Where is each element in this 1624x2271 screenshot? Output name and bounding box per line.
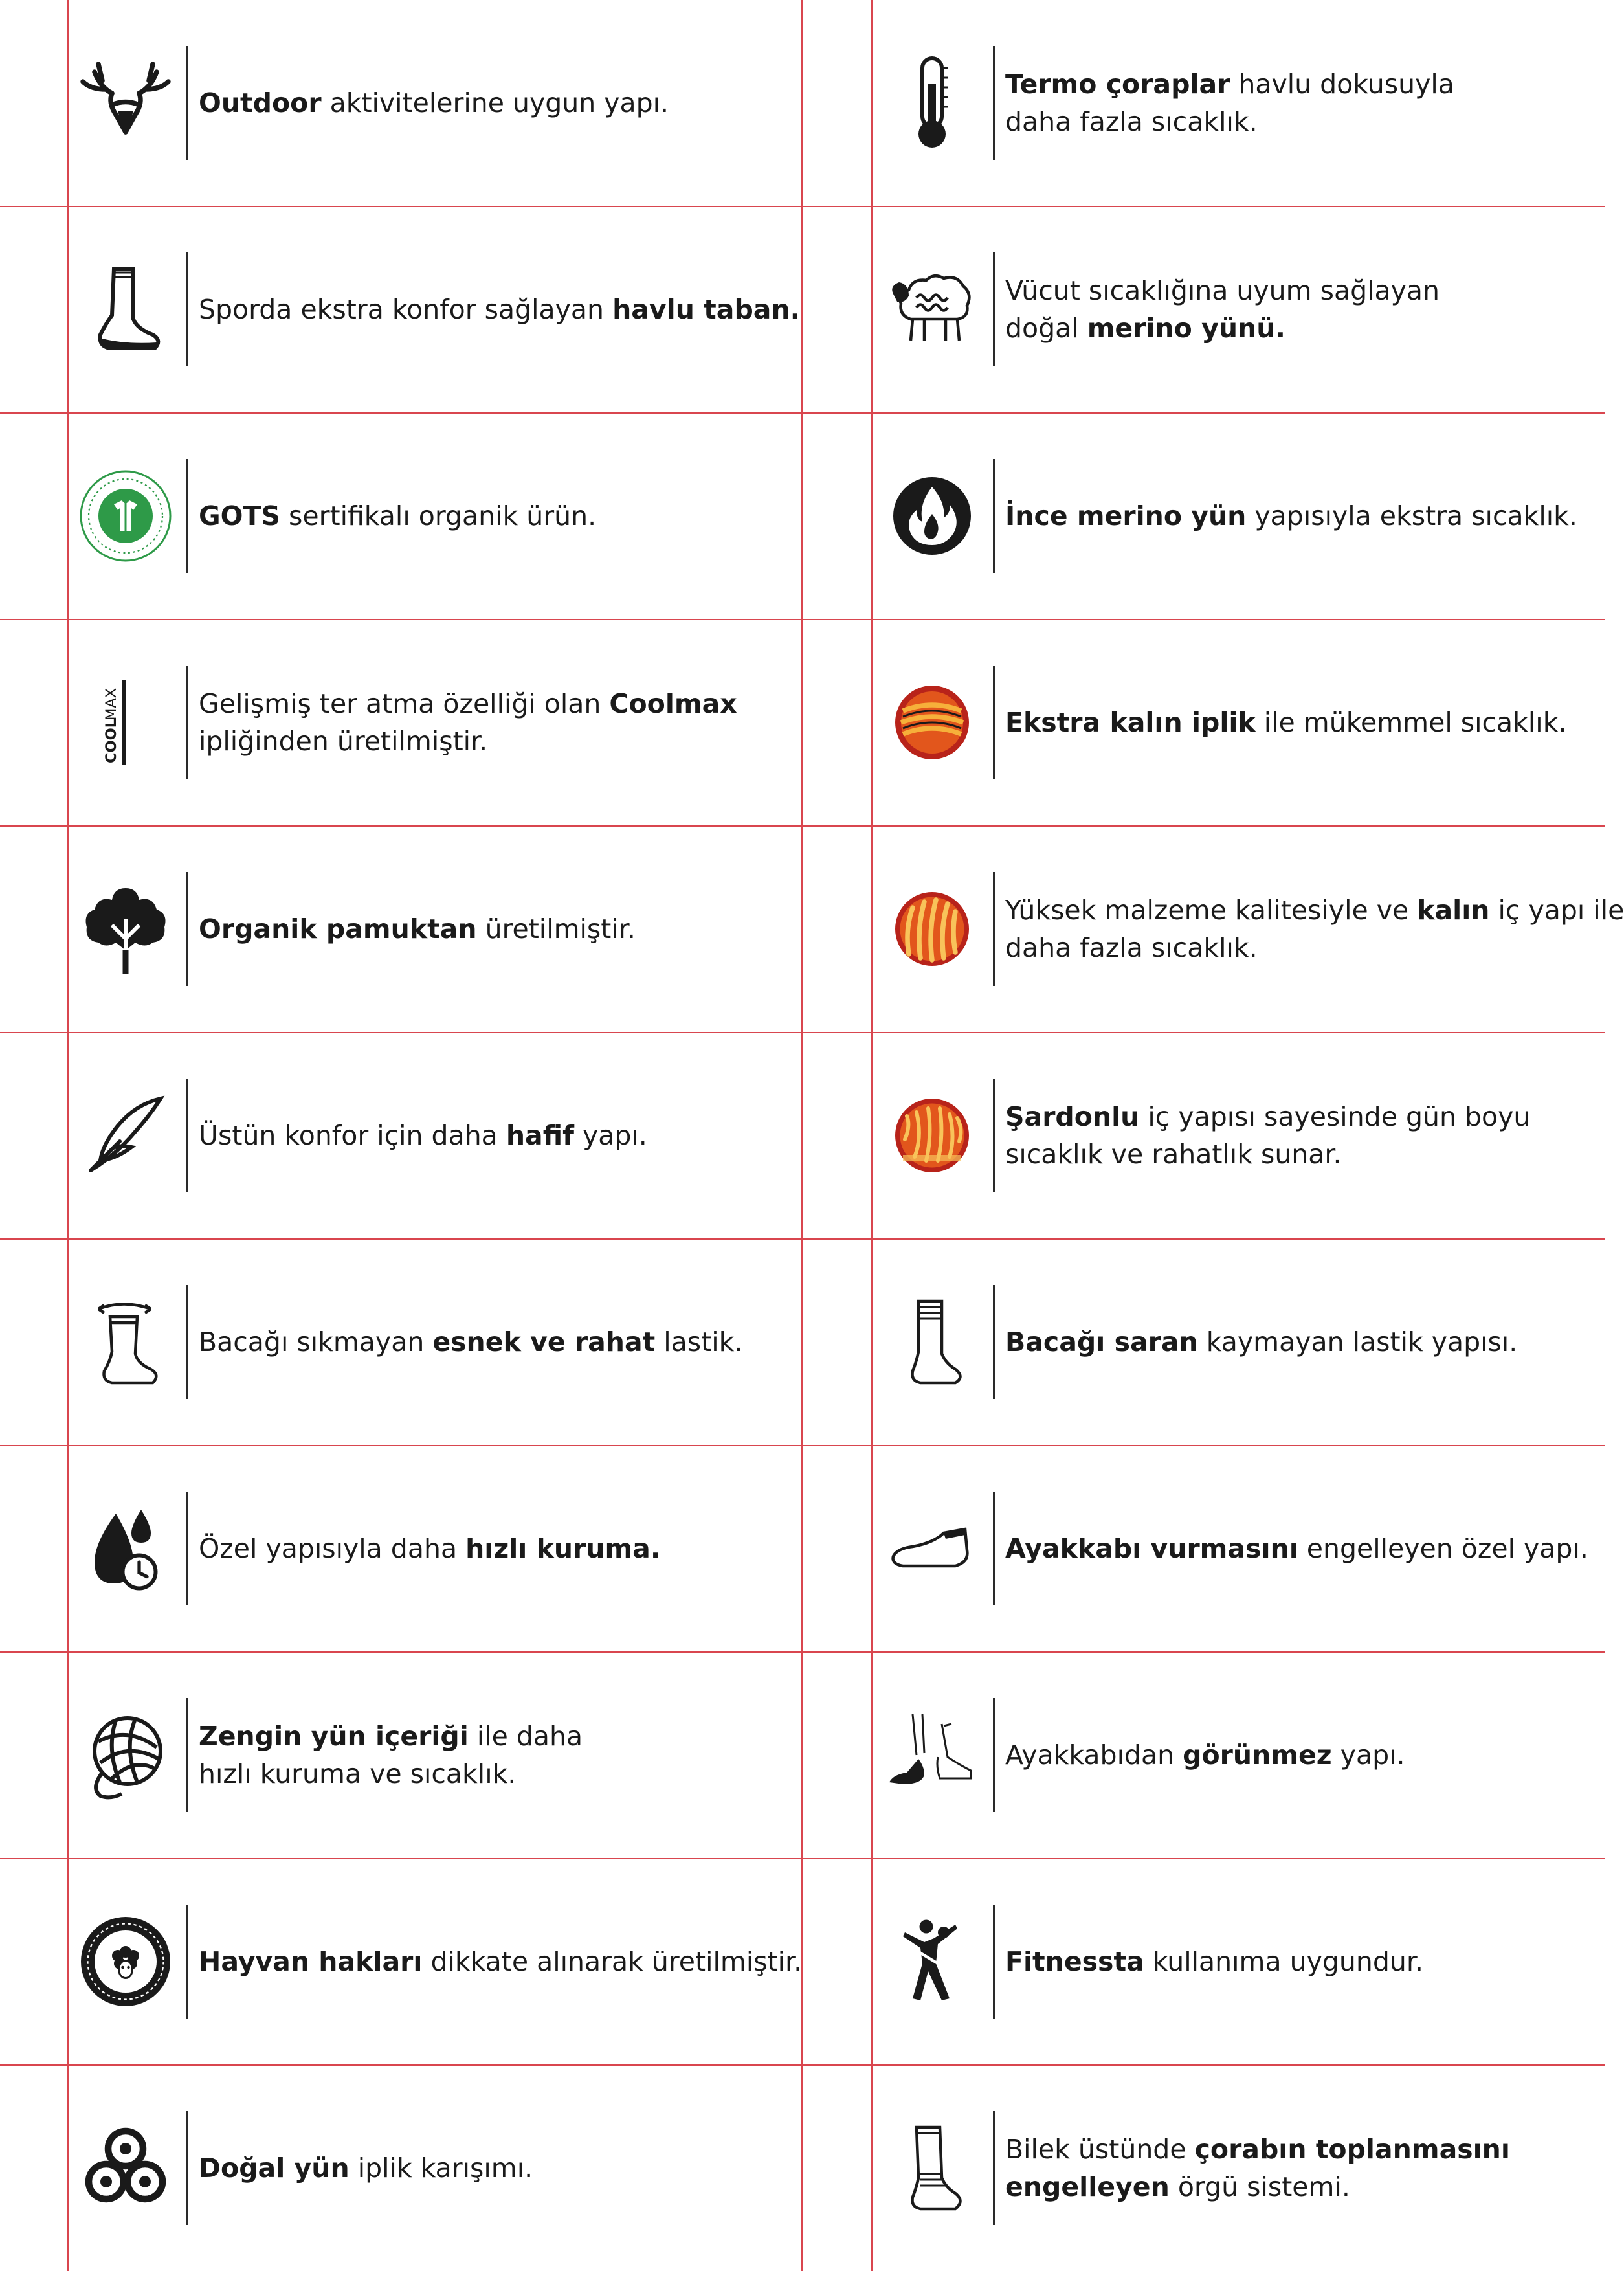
gots-logo-icon <box>67 451 184 581</box>
feature-text-line <box>1005 1323 1517 1361</box>
separator <box>186 459 188 573</box>
feature-item-animal-rights <box>67 1859 803 2064</box>
feature-text-regular: daha fazla sıcaklık. <box>1005 932 1258 963</box>
feature-text-regular: iç yapı ile <box>1489 895 1624 926</box>
cotton-plant-icon <box>67 864 184 994</box>
feature-item-merino <box>874 207 1605 412</box>
feature-item-fine-merino <box>874 413 1605 619</box>
deer-antler-icon <box>67 38 184 168</box>
feature-text-regular: sıcaklık ve rahatlık sunar. <box>1005 1139 1342 1170</box>
feature-text-regular: havlu dokusuyla <box>1230 69 1454 100</box>
feature-text-line <box>1005 497 1577 535</box>
feature-text-line <box>199 1323 742 1361</box>
feature-text-line <box>1005 1098 1530 1136</box>
feature-item-fitness <box>874 1859 1605 2064</box>
separator <box>993 2111 995 2225</box>
feature-text-bold: Organik pamuktan <box>199 913 477 945</box>
feature-text-regular: Vücut sıcaklığına uyum sağlayan <box>1005 275 1440 306</box>
terry-sock-icon <box>67 245 184 374</box>
feature-text-regular: yapı. <box>1331 1740 1405 1771</box>
separator <box>993 666 995 779</box>
feature-text-bold: havlu taban. <box>612 294 801 325</box>
feature-text-line <box>1005 1136 1530 1173</box>
feature-text-bold: Ekstra kalın iplik <box>1005 707 1256 738</box>
feature-item-terry-sole <box>67 207 799 412</box>
feature-text-line <box>199 1717 583 1755</box>
feature-text-line <box>1005 1943 1423 1980</box>
thick-fiber-icon <box>874 864 990 994</box>
feature-text-line <box>199 291 800 328</box>
separator <box>186 1285 188 1399</box>
feature-text-bold: GOTS <box>199 500 281 531</box>
feature-text-bold: kalın <box>1417 895 1490 926</box>
feature-text-bold: Ayakkabı vurmasını <box>1005 1533 1298 1564</box>
feature-text-bold: Coolmax <box>609 688 737 719</box>
feature-item-anti-bunching <box>874 2065 1605 2271</box>
feature-item-lightweight <box>67 1033 799 1238</box>
feature-text <box>1005 1323 1517 1361</box>
feature-text-line <box>199 1943 802 1980</box>
feature-text-bold: çorabın toplanmasını <box>1194 2134 1510 2165</box>
svg-text:COOL: COOL <box>103 718 120 763</box>
feature-item-wool-blend <box>67 2065 799 2271</box>
feature-text <box>199 1323 742 1361</box>
feature-item-quick-dry <box>67 1446 799 1651</box>
feature-text-regular: üretilmiştir. <box>476 913 636 945</box>
feature-text-regular: ipliğinden üretilmiştir. <box>199 726 488 757</box>
feature-text-regular: yapısıyla ekstra sıcaklık. <box>1246 500 1577 531</box>
feature-text-bold: Outdoor <box>199 87 322 118</box>
feature-text <box>1005 891 1624 967</box>
feature-text-line <box>1005 272 1440 309</box>
thick-yarn-icon <box>874 658 990 787</box>
feature-text <box>1005 65 1454 140</box>
feature-text-regular: Sporda ekstra konfor sağlayan <box>199 294 613 325</box>
separator <box>993 1285 995 1399</box>
separator <box>186 1079 188 1192</box>
feature-text-bold: hafif <box>506 1120 574 1151</box>
separator <box>993 872 995 986</box>
feature-text <box>1005 1736 1405 1774</box>
feature-text <box>199 1530 660 1567</box>
feature-text-bold: Bacağı saran <box>1005 1326 1198 1358</box>
feature-text-regular: hızlı kuruma ve sıcaklık. <box>199 1758 517 1789</box>
feature-text-regular: Yüksek malzeme kalitesiyle ve <box>1005 895 1418 926</box>
feature-text-line <box>199 722 737 760</box>
feature-text-regular: sertifikalı organik ürün. <box>280 500 597 531</box>
feature-text-regular: ile daha <box>468 1721 583 1752</box>
feature-text-regular: Üstün konfor için daha <box>199 1120 506 1151</box>
feature-item-thick-yarn <box>874 620 1605 825</box>
ethically-sourced-wool-icon <box>67 1897 184 2026</box>
feature-text-regular: iç yapısı sayesinde gün boyu <box>1139 1101 1531 1132</box>
feature-text-line <box>199 2149 533 2187</box>
feature-text-regular: yapı. <box>573 1120 647 1151</box>
feature-text-regular: Bilek üstünde <box>1005 2134 1195 2165</box>
feature-item-brushed <box>874 1033 1605 1238</box>
feature-item-non-slip-cuff <box>874 1239 1605 1445</box>
feather-icon <box>67 1071 184 1200</box>
grid-vertical-line <box>801 0 803 2271</box>
feature-text-line <box>199 1117 647 1154</box>
feature-text <box>199 497 596 535</box>
feature-text-bold: Doğal yün <box>199 2153 350 2184</box>
feature-item-thick-inner <box>874 826 1624 1032</box>
feature-text <box>199 685 737 760</box>
thermometer-icon <box>874 38 990 168</box>
feature-item-anti-chafe <box>874 1446 1605 1651</box>
feature-text-regular: Gelişmiş ter atma özelliği olan <box>199 688 610 719</box>
feature-text-bold: merino yünü. <box>1087 313 1285 344</box>
coolmax-logo-icon <box>67 658 184 787</box>
separator <box>186 46 188 160</box>
separator <box>993 459 995 573</box>
feature-text <box>1005 1098 1530 1173</box>
feature-text <box>199 84 669 122</box>
feature-item-flexible-cuff <box>67 1239 799 1445</box>
feature-text-line <box>199 1530 660 1567</box>
feature-text-regular: kullanıma uygundur. <box>1144 1946 1423 1977</box>
feature-item-organic-cotton <box>67 826 799 1032</box>
separator <box>186 1905 188 2019</box>
ribbed-ankle-sock-icon <box>874 2103 990 2233</box>
separator <box>186 872 188 986</box>
feature-text-line <box>1005 1530 1588 1567</box>
separator <box>186 1698 188 1812</box>
feature-text-regular: Özel yapısıyla daha <box>199 1533 466 1564</box>
feature-text-regular: ile mükemmel sıcaklık. <box>1255 707 1567 738</box>
yarn-ball-icon <box>67 1690 184 1820</box>
feature-text-regular: dikkate alınarak üretilmiştir. <box>422 1946 803 1977</box>
feature-text <box>1005 704 1566 741</box>
feature-text-regular: engelleyen özel yapı. <box>1298 1533 1588 1564</box>
water-drop-clock-icon <box>67 1484 184 1613</box>
separator <box>186 2111 188 2225</box>
feature-text <box>199 910 636 948</box>
feature-text-regular: aktivitelerine uygun yapı. <box>321 87 669 118</box>
feature-text <box>199 1117 647 1154</box>
flame-circle-icon <box>874 451 990 581</box>
feature-text-bold: engelleyen <box>1005 2171 1170 2202</box>
feature-text-bold: görünmez <box>1183 1740 1332 1771</box>
merino-sheep-icon <box>874 245 990 374</box>
feature-text-bold: Zengin yün içeriği <box>199 1721 469 1752</box>
feature-text-line <box>1005 2131 1510 2168</box>
feature-item-invisible <box>874 1652 1605 1858</box>
separator <box>993 1698 995 1812</box>
feature-text <box>1005 2131 1510 2206</box>
feature-text-line <box>1005 1736 1405 1774</box>
feature-text <box>1005 1530 1588 1567</box>
feature-text-line <box>199 1755 583 1793</box>
feature-text-bold: İnce merino yün <box>1005 500 1247 531</box>
feature-text-regular: Ayakkabıdan <box>1005 1740 1183 1771</box>
feature-text-bold: Şardonlu <box>1005 1101 1140 1132</box>
feature-text-line <box>199 910 636 948</box>
separator <box>186 252 188 366</box>
wool-blend-swirl-icon <box>67 2103 184 2233</box>
grid-vertical-line <box>871 0 873 2271</box>
feature-text-line <box>1005 103 1454 140</box>
feature-text <box>1005 497 1577 535</box>
feature-text-line <box>1005 2168 1510 2206</box>
separator <box>993 252 995 366</box>
feature-text-line <box>199 497 596 535</box>
feature-item-coolmax <box>67 620 799 825</box>
feature-text <box>199 291 800 328</box>
feature-text-regular: örgü sistemi. <box>1169 2171 1350 2202</box>
separator <box>993 1079 995 1192</box>
feature-item-rich-wool <box>67 1652 799 1858</box>
feature-item-outdoor <box>67 0 799 206</box>
feature-text-line <box>199 84 669 122</box>
separator <box>993 1905 995 2019</box>
feature-text <box>1005 1943 1423 1980</box>
feature-text <box>199 1717 583 1793</box>
feature-text-regular: daha fazla sıcaklık. <box>1005 106 1258 137</box>
feature-text-regular: kaymayan lastik yapısı. <box>1197 1326 1518 1358</box>
feature-item-thermo <box>874 0 1605 206</box>
feature-text-line <box>199 685 737 722</box>
separator <box>993 46 995 160</box>
invisible-sock-shoe-icon <box>874 1690 990 1820</box>
feature-text <box>199 2149 533 2187</box>
separator <box>186 666 188 779</box>
crew-sock-icon <box>874 1277 990 1407</box>
feature-text-line <box>1005 891 1624 929</box>
feature-text-bold: Fitnessta <box>1005 1946 1144 1977</box>
feature-text <box>1005 272 1440 347</box>
feature-text-regular: lastik. <box>655 1326 743 1358</box>
separator <box>186 1492 188 1605</box>
feature-text-regular: doğal <box>1005 313 1087 344</box>
feature-item-gots <box>67 413 799 619</box>
feature-text-line <box>1005 704 1566 741</box>
feature-text-regular: iplik karışımı. <box>349 2153 533 2184</box>
separator <box>993 1492 995 1605</box>
stretch-cuff-sock-icon <box>67 1277 184 1407</box>
feature-text-bold: Hayvan hakları <box>199 1946 423 1977</box>
svg-text:MAX: MAX <box>103 688 120 721</box>
feature-text-bold: hızlı kuruma. <box>465 1533 661 1564</box>
feature-text-line <box>1005 929 1624 967</box>
fitness-figure-icon <box>874 1897 990 2026</box>
ankle-sock-icon <box>874 1484 990 1613</box>
feature-text-line <box>1005 65 1454 103</box>
feature-text-regular: Bacağı sıkmayan <box>199 1326 433 1358</box>
feature-text-line <box>1005 309 1440 347</box>
brushed-fleece-icon <box>874 1071 990 1200</box>
feature-text-bold: esnek ve rahat <box>432 1326 656 1358</box>
feature-text-bold: Termo çoraplar <box>1005 69 1230 100</box>
feature-text <box>199 1943 802 1980</box>
